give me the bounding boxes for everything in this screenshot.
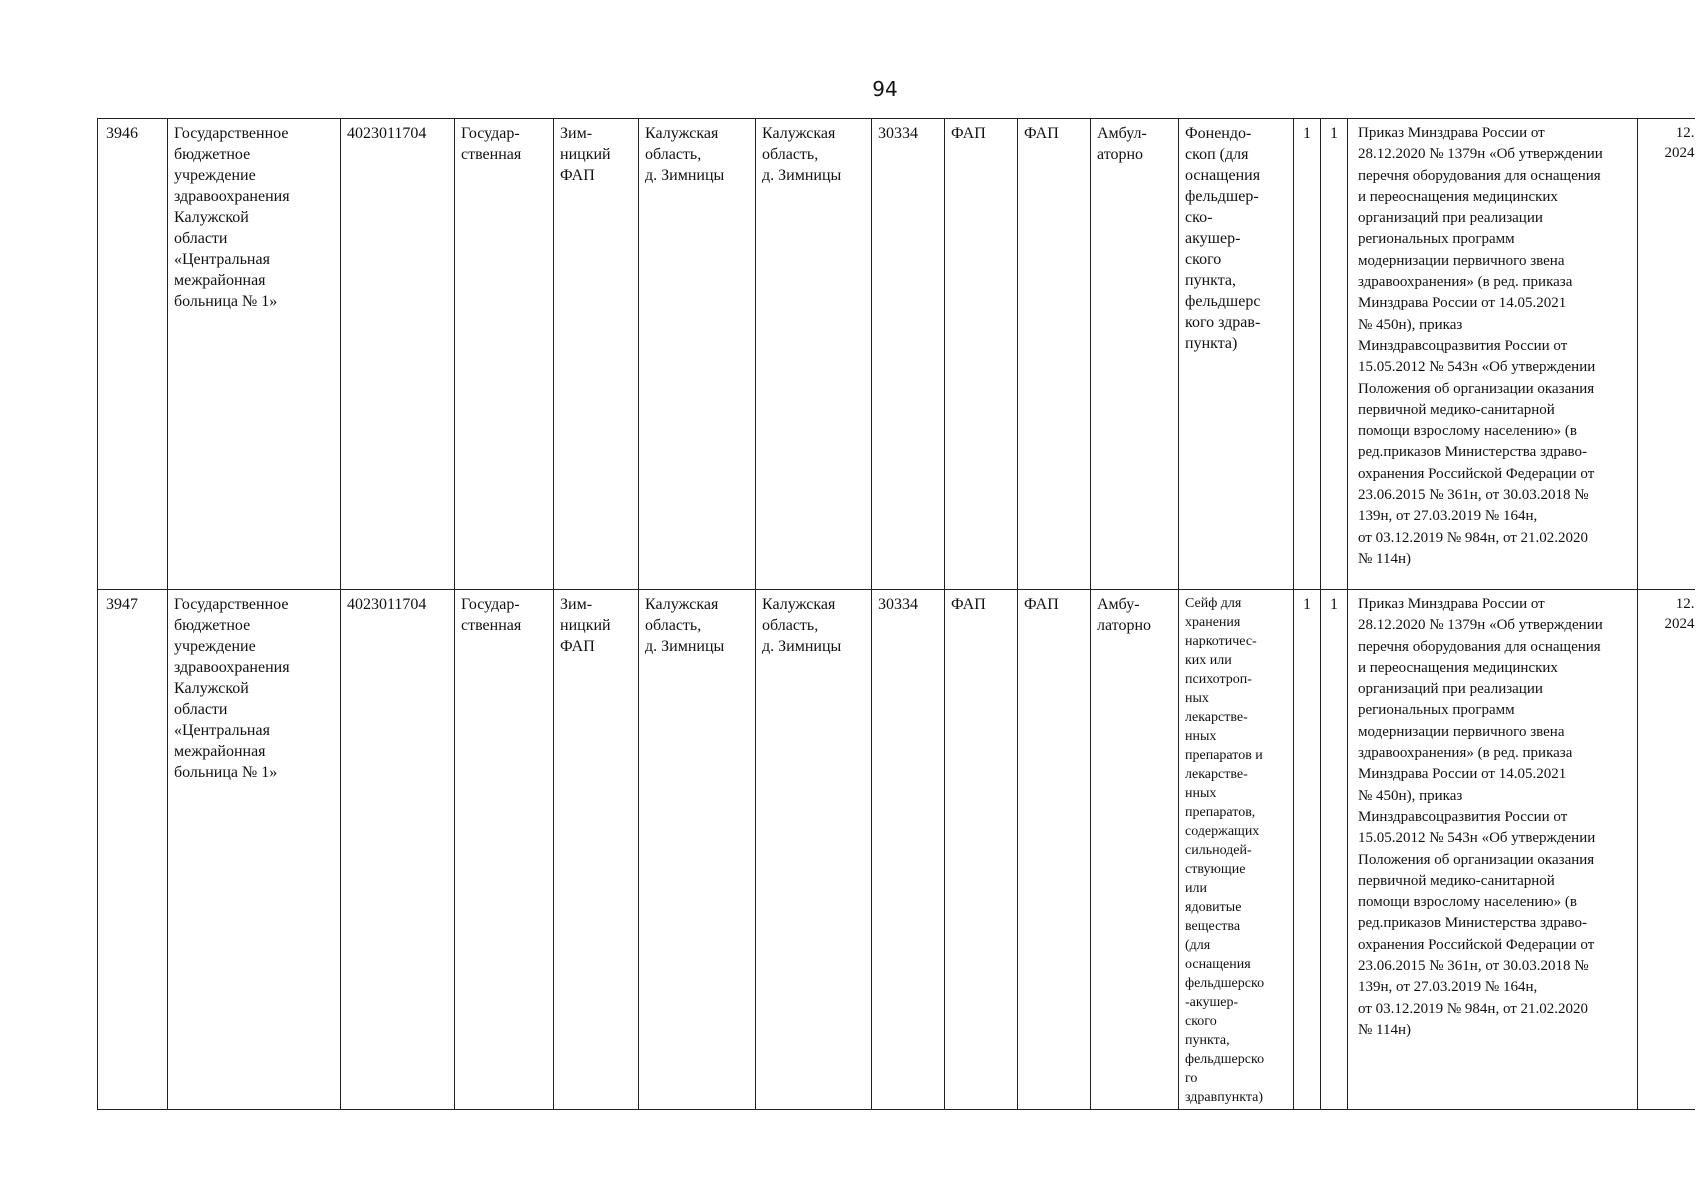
quantity-2: 1 <box>1321 590 1348 1110</box>
quantity-1: 1 <box>1294 590 1321 1110</box>
row-number: 3947 <box>98 590 168 1110</box>
care-conditions: Амбул- аторно <box>1091 119 1179 590</box>
ownership-form: Государ- ственная <box>455 119 554 590</box>
address-1: Калужская область, д. Зимницы <box>639 590 756 1110</box>
care-conditions: Амбу- латорно <box>1091 590 1179 1110</box>
organization-name: Государственное бюджетное учреждение здравоохранения Калужской области «Центральная межрайонная больница № 1» <box>168 119 341 590</box>
inn: 4023011704 <box>341 590 455 1110</box>
term: 12. 2024 <box>1638 119 1695 590</box>
code: 30334 <box>872 119 945 590</box>
code: 30334 <box>872 590 945 1110</box>
address-1: Калужская область, д. Зимницы <box>639 119 756 590</box>
inn: 4023011704 <box>341 119 455 590</box>
organization-name: Государственное бюджетное учреждение здравоохранения Калужской области «Центральная межрайонная больница № 1» <box>168 590 341 1110</box>
address-2: Калужская область, д. Зимницы <box>756 590 872 1110</box>
unit-type-1: ФАП <box>945 590 1018 1110</box>
unit-type-2: ФАП <box>1018 119 1091 590</box>
quantity-2: 1 <box>1321 119 1348 590</box>
equipment-name: Фонендо- скоп (для оснащения фельдшер- ско- акушер- ского пункта, фельдшерс кого здрав- пункта) <box>1179 119 1294 590</box>
term: 12. 2024 <box>1638 590 1695 1110</box>
equipment-name: Сейф для хранения наркотичес- ких или психотроп- ных лекарстве- нных препаратов и лекарстве- нных препаратов, содержащих сильнодей- ствующие или ядовитые вещества (для оснащения фельдшерско -акушер- ского пункта, фельдшерско го здравпункта) <box>1179 590 1294 1110</box>
ownership-form: Государ- ственная <box>455 590 554 1110</box>
legal-basis: Приказ Минздрава России от 28.12.2020 № 1379н «Об утверждении перечня оборудования для оснащения и переоснащения медицинских организаций при реализации региональных программ модернизации первичного звена здравоохранения» (в ред. приказа Минздрава России от 14.05.2021 № 450н), приказ Минздравсоцразвития России от 15.05.2012 № 543н «Об утверждении Положения об организации оказания первичной медико-санитарной помощи взрослому населению» (в ред.приказов Министерства здраво- охранения Российской Федерации от 23.06.2015 № 361н, от 30.03.2018 № 139н, от 27.03.2019 № 164н, от 03.12.2019 № 984н, от 21.02.2020 № 114н) <box>1348 119 1638 590</box>
page-number: 94 <box>872 77 898 101</box>
unit-name: Зим- ницкий ФАП <box>554 590 639 1110</box>
equipment-table <box>97 118 1695 1110</box>
table-row <box>98 119 1695 590</box>
quantity-1: 1 <box>1294 119 1321 590</box>
unit-name: Зим- ницкий ФАП <box>554 119 639 590</box>
legal-basis: Приказ Минздрава России от 28.12.2020 № 1379н «Об утверждении перечня оборудования для оснащения и переоснащения медицинских организаций при реализации региональных программ модернизации первичного звена здравоохранения» (в ред. приказа Минздрава России от 14.05.2021 № 450н), приказ Минздравсоцразвития России от 15.05.2012 № 543н «Об утверждении Положения об организации оказания первичной медико-санитарной помощи взрослому населению» (в ред.приказов Министерства здраво- охранения Российской Федерации от 23.06.2015 № 361н, от 30.03.2018 № 139н, от 27.03.2019 № 164н, от 03.12.2019 № 984н, от 21.02.2020 № 114н) <box>1348 590 1638 1110</box>
unit-type-1: ФАП <box>945 119 1018 590</box>
unit-type-2: ФАП <box>1018 590 1091 1110</box>
row-number: 3946 <box>98 119 168 590</box>
table-row <box>98 590 1695 1110</box>
address-2: Калужская область, д. Зимницы <box>756 119 872 590</box>
